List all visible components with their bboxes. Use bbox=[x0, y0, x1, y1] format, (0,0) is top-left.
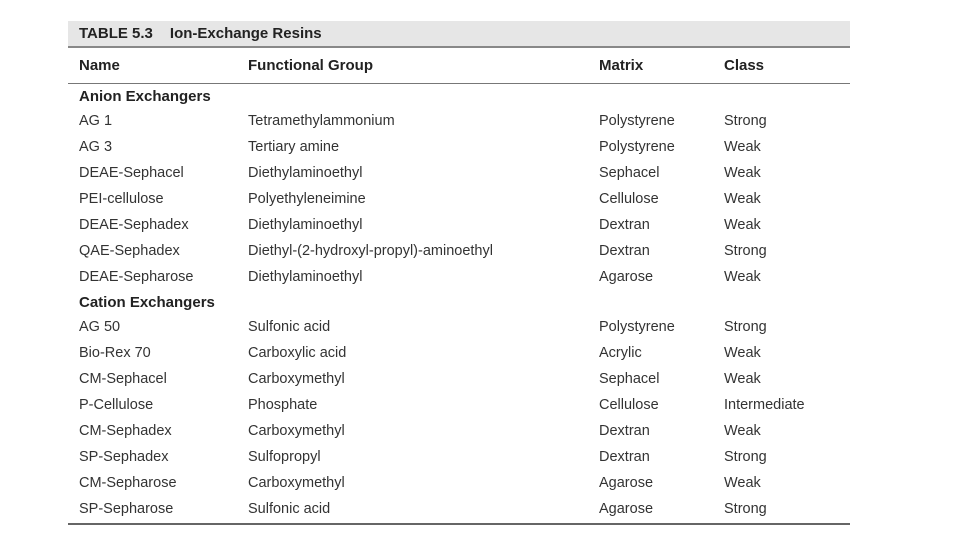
cell-name: CM-Sephacel bbox=[79, 371, 167, 387]
group-heading: Anion Exchangers bbox=[79, 87, 211, 105]
table-row bbox=[68, 392, 850, 418]
cell-name: SP-Sephadex bbox=[79, 449, 169, 465]
table-body bbox=[68, 84, 850, 522]
cell-class: Weak bbox=[724, 371, 761, 387]
cell-name: QAE-Sephadex bbox=[79, 243, 180, 259]
table-title: Ion-Exchange Resins bbox=[169, 25, 322, 42]
cell-class: Strong bbox=[724, 319, 767, 335]
header-functional-group: Functional Group bbox=[248, 57, 373, 74]
table-row bbox=[68, 212, 850, 238]
cell-matrix: Polystyrene bbox=[599, 319, 675, 335]
cell-name: CM-Sepharose bbox=[79, 475, 177, 491]
cell-class: Weak bbox=[724, 217, 761, 233]
cell-functional-group: Sulfonic acid bbox=[248, 319, 331, 335]
cell-matrix: Sephacel bbox=[599, 165, 660, 181]
table-row bbox=[68, 470, 850, 496]
table-row bbox=[68, 418, 850, 444]
header-row bbox=[68, 48, 850, 84]
cell-name: AG 50 bbox=[79, 319, 121, 335]
cell-class: Weak bbox=[724, 475, 761, 491]
table-row bbox=[68, 186, 850, 212]
cell-matrix: Polystyrene bbox=[599, 139, 675, 155]
bottom-rule bbox=[68, 523, 850, 525]
table-row bbox=[68, 340, 850, 366]
cell-name: DEAE-Sephacel bbox=[79, 165, 184, 181]
table-row bbox=[68, 366, 850, 392]
cell-class: Strong bbox=[724, 449, 767, 465]
cell-functional-group: Diethylaminoethyl bbox=[248, 269, 363, 285]
group-heading: Cation Exchangers bbox=[79, 293, 215, 311]
cell-class: Intermediate bbox=[724, 397, 805, 413]
cell-matrix: Agarose bbox=[599, 475, 654, 491]
cell-matrix: Acrylic bbox=[599, 345, 642, 361]
cell-functional-group: Carboxymethyl bbox=[248, 423, 345, 439]
cell-functional-group: Sulfonic acid bbox=[248, 501, 331, 517]
cell-class: Weak bbox=[724, 345, 761, 361]
cell-functional-group: Carboxymethyl bbox=[248, 371, 345, 387]
table-row bbox=[68, 444, 850, 470]
cell-functional-group: Carboxymethyl bbox=[248, 475, 345, 491]
header-matrix: Matrix bbox=[599, 57, 644, 74]
cell-matrix: Dextran bbox=[599, 243, 650, 259]
cell-matrix: Cellulose bbox=[599, 397, 659, 413]
header-class: Class bbox=[724, 57, 765, 74]
cell-class: Strong bbox=[724, 501, 767, 517]
cell-functional-group: Carboxylic acid bbox=[248, 345, 347, 361]
table-row bbox=[68, 314, 850, 340]
cell-functional-group: Sulfopropyl bbox=[248, 449, 321, 465]
table-row bbox=[68, 108, 850, 134]
cell-functional-group: Polyethyleneimine bbox=[248, 191, 366, 207]
cell-name: AG 1 bbox=[79, 113, 113, 129]
cell-name: DEAE-Sephadex bbox=[79, 217, 189, 233]
cell-functional-group: Diethylaminoethyl bbox=[248, 165, 363, 181]
cell-name: PEI-cellulose bbox=[79, 191, 164, 207]
cell-class: Weak bbox=[724, 139, 761, 155]
cell-class: Weak bbox=[724, 165, 761, 181]
header-name: Name bbox=[79, 57, 120, 74]
cell-functional-group: Tetramethylammonium bbox=[248, 113, 395, 129]
cell-functional-group: Diethyl-(2-hydroxyl-propyl)-aminoethyl bbox=[248, 243, 493, 259]
cell-name: P-Cellulose bbox=[79, 397, 154, 413]
cell-matrix: Polystyrene bbox=[599, 113, 675, 129]
cell-class: Weak bbox=[724, 423, 761, 439]
table-row bbox=[68, 496, 850, 522]
table-number: TABLE 5.3 bbox=[79, 25, 153, 42]
cell-matrix: Agarose bbox=[599, 501, 654, 517]
cell-name: AG 3 bbox=[79, 139, 113, 155]
cell-name: DEAE-Sepharose bbox=[79, 269, 194, 285]
cell-functional-group: Tertiary amine bbox=[248, 139, 340, 155]
cell-class: Strong bbox=[724, 113, 767, 129]
cell-matrix: Agarose bbox=[599, 269, 654, 285]
table-row bbox=[68, 238, 850, 264]
cell-matrix: Dextran bbox=[599, 449, 650, 465]
cell-class: Weak bbox=[724, 191, 761, 207]
cell-matrix: Sephacel bbox=[599, 371, 660, 387]
cell-functional-group: Diethylaminoethyl bbox=[248, 217, 363, 233]
cell-name: Bio-Rex 70 bbox=[79, 345, 151, 361]
table-row bbox=[68, 160, 850, 186]
cell-name: SP-Sepharose bbox=[79, 501, 174, 517]
cell-class: Weak bbox=[724, 269, 761, 285]
table-row bbox=[68, 134, 850, 160]
table-caption bbox=[68, 21, 850, 48]
table-row bbox=[68, 264, 850, 290]
cell-functional-group: Phosphate bbox=[248, 397, 318, 413]
cell-matrix: Cellulose bbox=[599, 191, 659, 207]
cell-matrix: Dextran bbox=[599, 217, 650, 233]
cell-matrix: Dextran bbox=[599, 423, 650, 439]
cell-name: CM-Sephadex bbox=[79, 423, 172, 439]
ion-exchange-table bbox=[68, 21, 850, 525]
cell-class: Strong bbox=[724, 243, 767, 259]
